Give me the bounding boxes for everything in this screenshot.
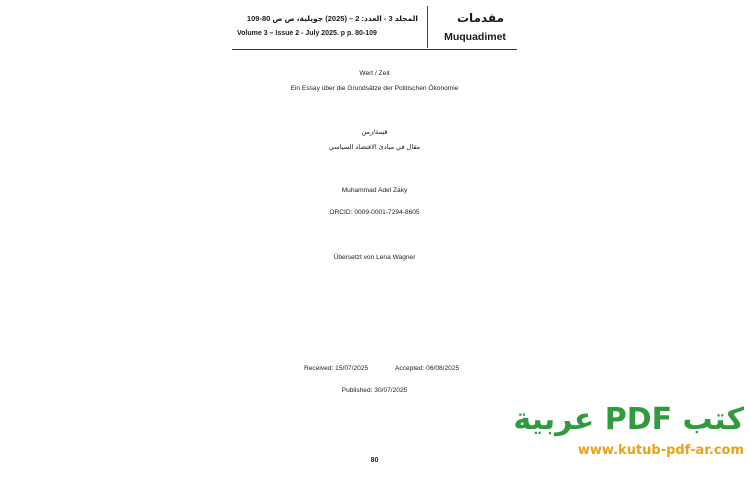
title-german-main: Wert / Zeit [359, 70, 390, 77]
header-rule [232, 49, 517, 50]
accepted-date: Accepted: 06/08/2025 [395, 365, 460, 372]
watermark-url: www.kutub-pdf-ar.com [577, 443, 744, 458]
author-orcid: ORCID: 0009-0001-7294-8605 [329, 209, 420, 216]
received-date: Received: 15/07/2025 [304, 365, 369, 372]
watermark-brand: كتب PDF عربية [513, 402, 744, 437]
published-date: Published: 30/07/2025 [341, 387, 408, 394]
journal-name-english: Muquadimet [444, 31, 506, 43]
journal-name-arabic: مقدمات [457, 11, 504, 25]
author-name: Muhammad Adel Zaky [341, 187, 408, 194]
header-citation-english: Volume 3 – Issue 2 - July 2025. p p. 80-109 [237, 30, 377, 37]
title-arabic-main: قيمة/زمن [361, 129, 388, 136]
header-citation-arabic: المجلد 3 - العدد: 2 – (2025) جويلية، ص ص 80-109 [246, 14, 418, 23]
page-number: 80 [370, 457, 379, 464]
translator-credit: Übersetzt von Lena Wagner [333, 254, 416, 261]
header-divider-vertical [427, 6, 428, 48]
title-arabic-subtitle: مقال في مبادئ الاقتصاد السياسي [328, 144, 421, 151]
title-german-subtitle: Ein Essay über die Grundsätze der Politischen Ökonomie [290, 85, 459, 92]
watermark-logo [513, 402, 744, 458]
